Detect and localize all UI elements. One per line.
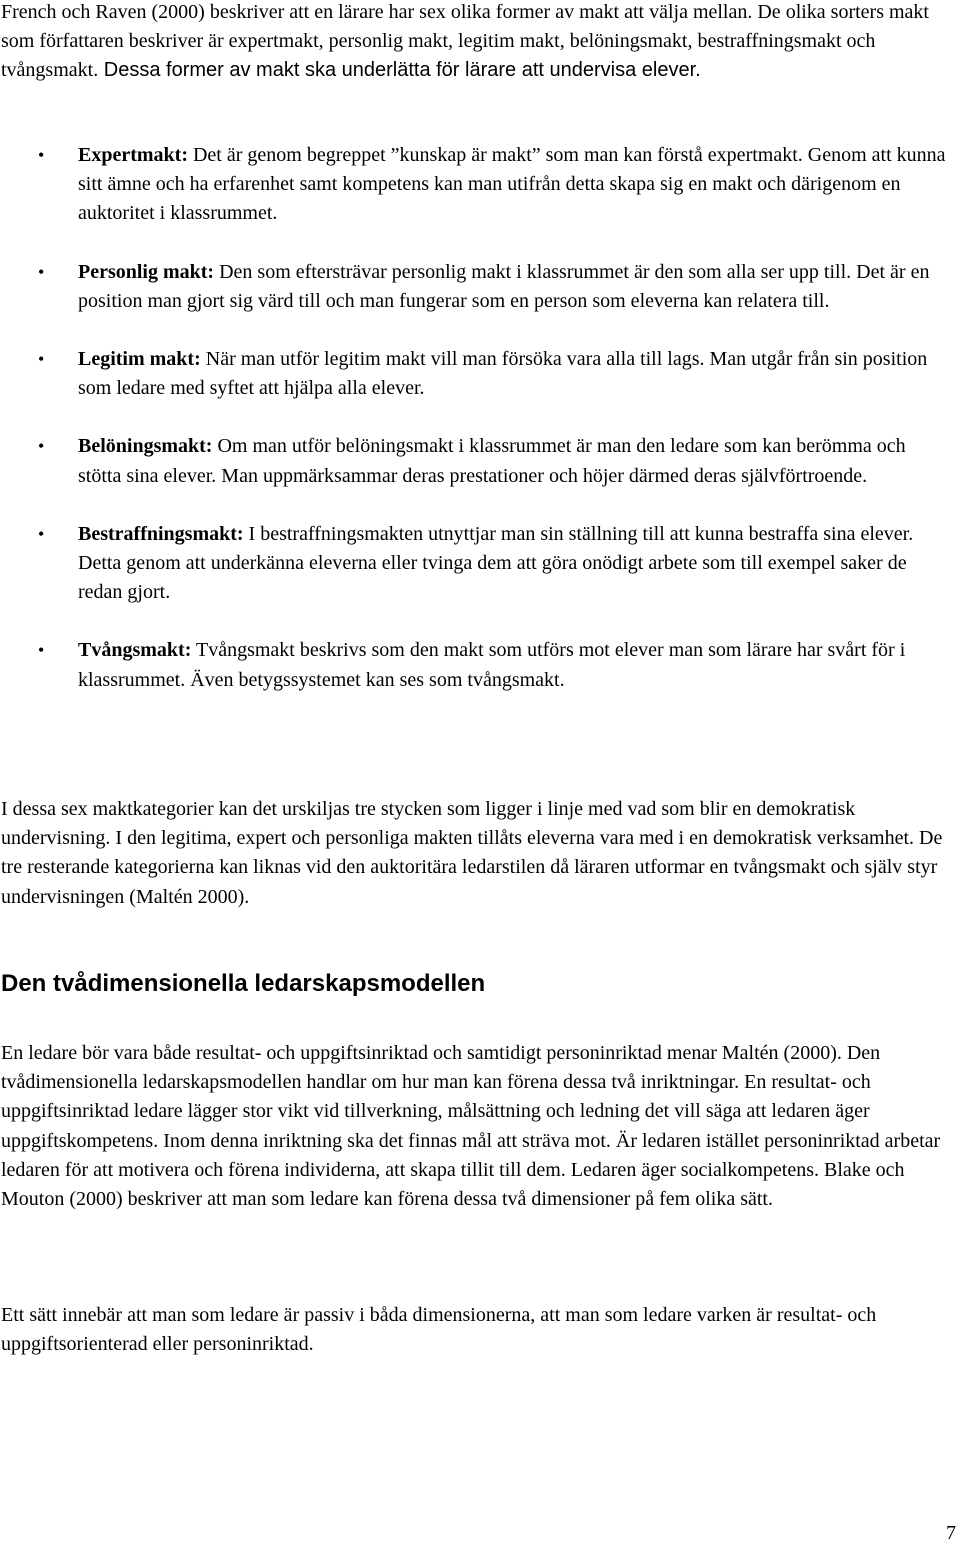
section-heading: Den tvådimensionella ledarskapsmodellen: [1, 970, 486, 997]
term-label: Personlig makt:: [78, 260, 215, 283]
bullet-icon: •: [38, 145, 45, 165]
term-label: Belöningsmakt:: [78, 435, 213, 458]
power-types-list: [0, 141, 960, 724]
term-description: Den som eftersträvar personlig makt i klassrummet är den som alla ser upp till. Det är en position man gjort sig värd till och man fungerar som en person som eleverna kan relatera till.: [78, 260, 930, 312]
leader-paragraph: En ledare bör vara både resultat- och uppgiftsinriktad och samtidigt personinriktad menar Maltén (2000). Den tvådimensionella ledarskapsmodellen handlar om hur man kan förena dessa två inriktningar. En resultat- och uppgiftsinriktad ledare lägger stor vikt vid tillverkning, målsättning och ledning det vill säga att ledaren äger uppgiftskompetens. Inom denna inriktning ska det finnas mål att sträva mot. Är ledaren istället personinriktad arbetar ledaren för att motivera och förena individerna, att skapa tillit till dem. Ledaren äger socialkompetens. Blake och Mouton (2000) beskriver att man som ledare kan förena dessa två dimensioner på fem olika sätt.: [1, 1042, 941, 1211]
passive-paragraph: Ett sätt innebär att man som ledare är passiv i båda dimensionerna, att man som ledare varken är resultat- och uppgiftsorienterad eller personinriktad.: [1, 1304, 877, 1356]
term-description: Det är genom begreppet ”kunskap är makt” som man kan förstå expertmakt. Genom att kunna sitt ämne och ha erfarenhet samt kompetens kan man utifrån detta skapa sig en makt och därigenom en auktoritet i klassrummet.: [78, 144, 946, 225]
term-description: Om man utför belöningsmakt i klassrummet är man den ledare som kan berömma och stötta sina elever. Man uppmärksammar deras prestationer och höjer därmed deras självförtroende.: [78, 435, 906, 487]
bullet-icon: •: [38, 523, 45, 544]
intro-paragraph: [0, 0, 960, 86]
bullet-icon: •: [38, 640, 45, 661]
list-item-expertmakt: [0, 141, 960, 229]
list-item-beloningsmakt: [0, 432, 960, 490]
list-item-personlig-makt: [0, 258, 960, 316]
bullet-icon: •: [38, 349, 45, 370]
intro-text-sans: Dessa former av makt ska underlätta för lärare att undervisa elever.: [98, 59, 701, 82]
bullet-icon: •: [38, 261, 45, 282]
term-label: Legitim makt:: [78, 348, 201, 371]
term-description: I bestraffningsmakten utnyttjar man sin ställning till att kunna bestraffa sina elever. Detta genom att underkänna eleverna eller tvinga dem att göra onödigt arbete som till exempel saker de redan gjort.: [78, 522, 914, 604]
list-item-legitim-makt: [0, 345, 960, 403]
intro-text: French och Raven (2000) beskriver att en lärare har sex olika former av makt att välja mellan. De olika sorters makt som författaren beskriver är expertmakt, personlig makt, legitim makt, belöningsmakt, bestraffningsmakt och tvångsmakt.: [1, 1, 929, 82]
term-label: Tvångsmakt:: [78, 639, 192, 662]
summary-paragraph: I dessa sex maktkategorier kan det urskiljas tre stycken som ligger i linje med vad som blir en demokratisk undervisning. I den legitima, expert och personliga makten tillåts eleverna vara med i en demokratisk verksamhet. De tre resterande kategorierna kan liknas vid den auktoritära ledarstilen då läraren utformar en tvångsmakt och själv styr undervisningen (Maltén 2000).: [1, 798, 943, 908]
term-label: Bestraffningsmakt:: [78, 522, 244, 545]
list-item-bestraffningsmakt: [0, 520, 960, 608]
bullet-icon: •: [38, 436, 45, 457]
term-description: När man utför legitim makt vill man försöka vara alla till lags. Man utgår från sin position som ledare med syftet att hjälpa alla elever.: [78, 348, 928, 400]
page-number: 7: [946, 1522, 956, 1544]
term-description: Tvångsmakt beskrivs som den makt som utförs mot elever man som lärare har svårt för i klassrummet. Även betygssystemet kan ses som tvångsmakt.: [78, 639, 906, 691]
term-label: Expertmakt:: [78, 144, 188, 166]
list-item-tvangsmakt: [0, 636, 960, 694]
